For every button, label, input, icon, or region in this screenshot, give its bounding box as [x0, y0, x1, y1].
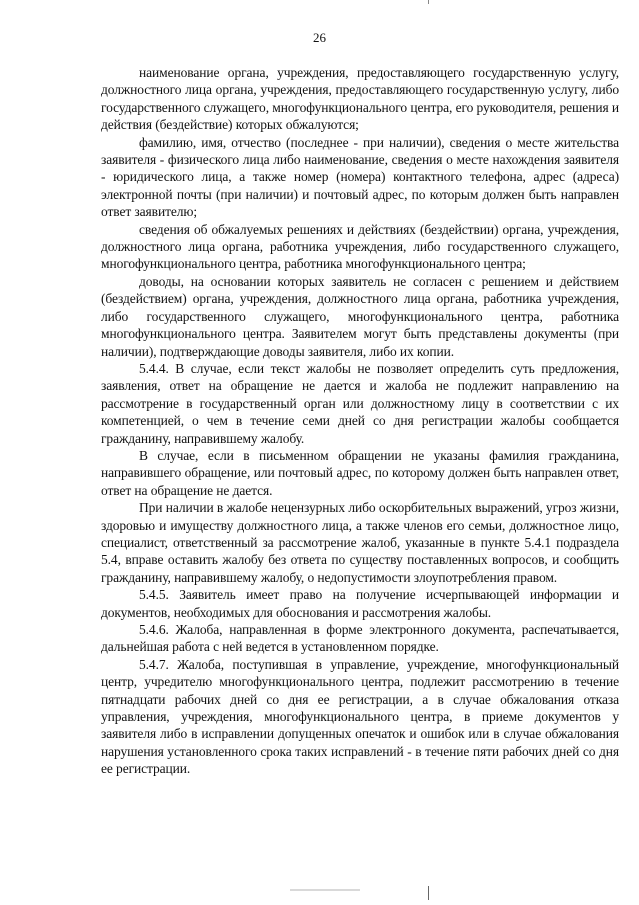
paragraph-5-4-4: 5.4.4. В случае, если текст жалобы не позволяет определить суть предложения, заявления, ответ на обращение не дается и жалоба не подлежит направлению на рассмотрение в государственный орган или должностному лицу в соответствии с их компетенцией, о чем в течение семи дней со дня регистрации жалобы сообщается гражданину, направившему жалобу. [101, 360, 619, 446]
paragraph-5-4-6: 5.4.6. Жалоба, направленная в форме электронного документа, распечатывается, дальнейшая работа с ней ведется в установленном порядке. [101, 622, 619, 655]
paragraph-5-4-7: 5.4.7. Жалоба, поступившая в управление, учреждение, многофункциональный центр, учредителю многофункционального центра, подлежит рассмотрению в течение пятнадцати рабочих дней со дня ее регистрации, а в случае обжалования отказа управления, учреждения, многофункционального центра, в приеме документов у заявителя либо в исправлении допущенных опечаток и ошибок или в случае обжалования нарушения установленного срока таких исправлений - в течение пяти рабочих дней со дня ее регистрации. [101, 656, 619, 777]
paragraph-no-name-or-address: В случае, если в письменном обращении не указаны фамилия гражданина, направившего обращение, или почтовый адрес, по которому должен быть направлен ответ, ответ на обращение не дается. [101, 447, 619, 498]
paragraph-arguments: доводы, на основании которых заявитель не согласен с решением и действием (бездействием) органа, учреждения, должностного лица органа, работника учреждения, либо государственного служащего, многофункционального центра, работника многофункционального центра. Заявителем могут быть представлены документы (при наличии), подтверждающие доводы заявителя, либо их копии. [101, 273, 619, 359]
paragraph-applicant-details: фамилию, имя, отчество (последнее - при наличии), сведения о месте жительства заявителя - физического лица либо наименование, сведения о месте нахождения заявителя - юридического лица, а также номер (номера) контактного телефона, адрес (адреса) электронной почты (при наличии) и почтовый адрес, по которым должен быть направлен ответ заявителю; [101, 134, 619, 220]
page-number: 26 [313, 30, 326, 45]
paragraph-offensive-language: При наличии в жалобе нецензурных либо оскорбительных выражений, угроз жизни, здоровью и имуществу должностного лица, а также членов его семьи, должностное лицо, специалист, ответственный за рассмотрение жалоб, указанные в пункте 5.4.1 подраздела 5.4, вправе оставить жалобу без ответа по существу поставленных вопросов, и сообщить гражданину, направившему жалобу, о недопустимости злоупотребления правом. [101, 500, 619, 585]
scan-artifact-top [428, 0, 429, 4]
scan-artifact-smudge [290, 889, 360, 891]
scan-artifact-bottom [428, 886, 429, 900]
paragraph-5-4-5: 5.4.5. Заявитель имеет право на получение исчерпывающей информации и документов, необходимых для обоснования и рассмотрения жалобы. [101, 587, 619, 620]
paragraph-authority-name: наименование органа, учреждения, предоставляющего государственную услугу, должностного лица органа, учреждения, предоставляющего государственную услугу, либо государственного служащего, многофункционального центра, его руководителя, решения и действия (бездействие) которых обжалуются; [101, 65, 619, 133]
document-body [101, 64, 619, 778]
paragraph-appealed-decisions: сведения об обжалуемых решениях и действиях (бездействии) органа, учреждения, должностного лица органа, работника учреждения, либо государственного служащего, многофункционального центра, работника многофункционального центра; [101, 221, 619, 272]
